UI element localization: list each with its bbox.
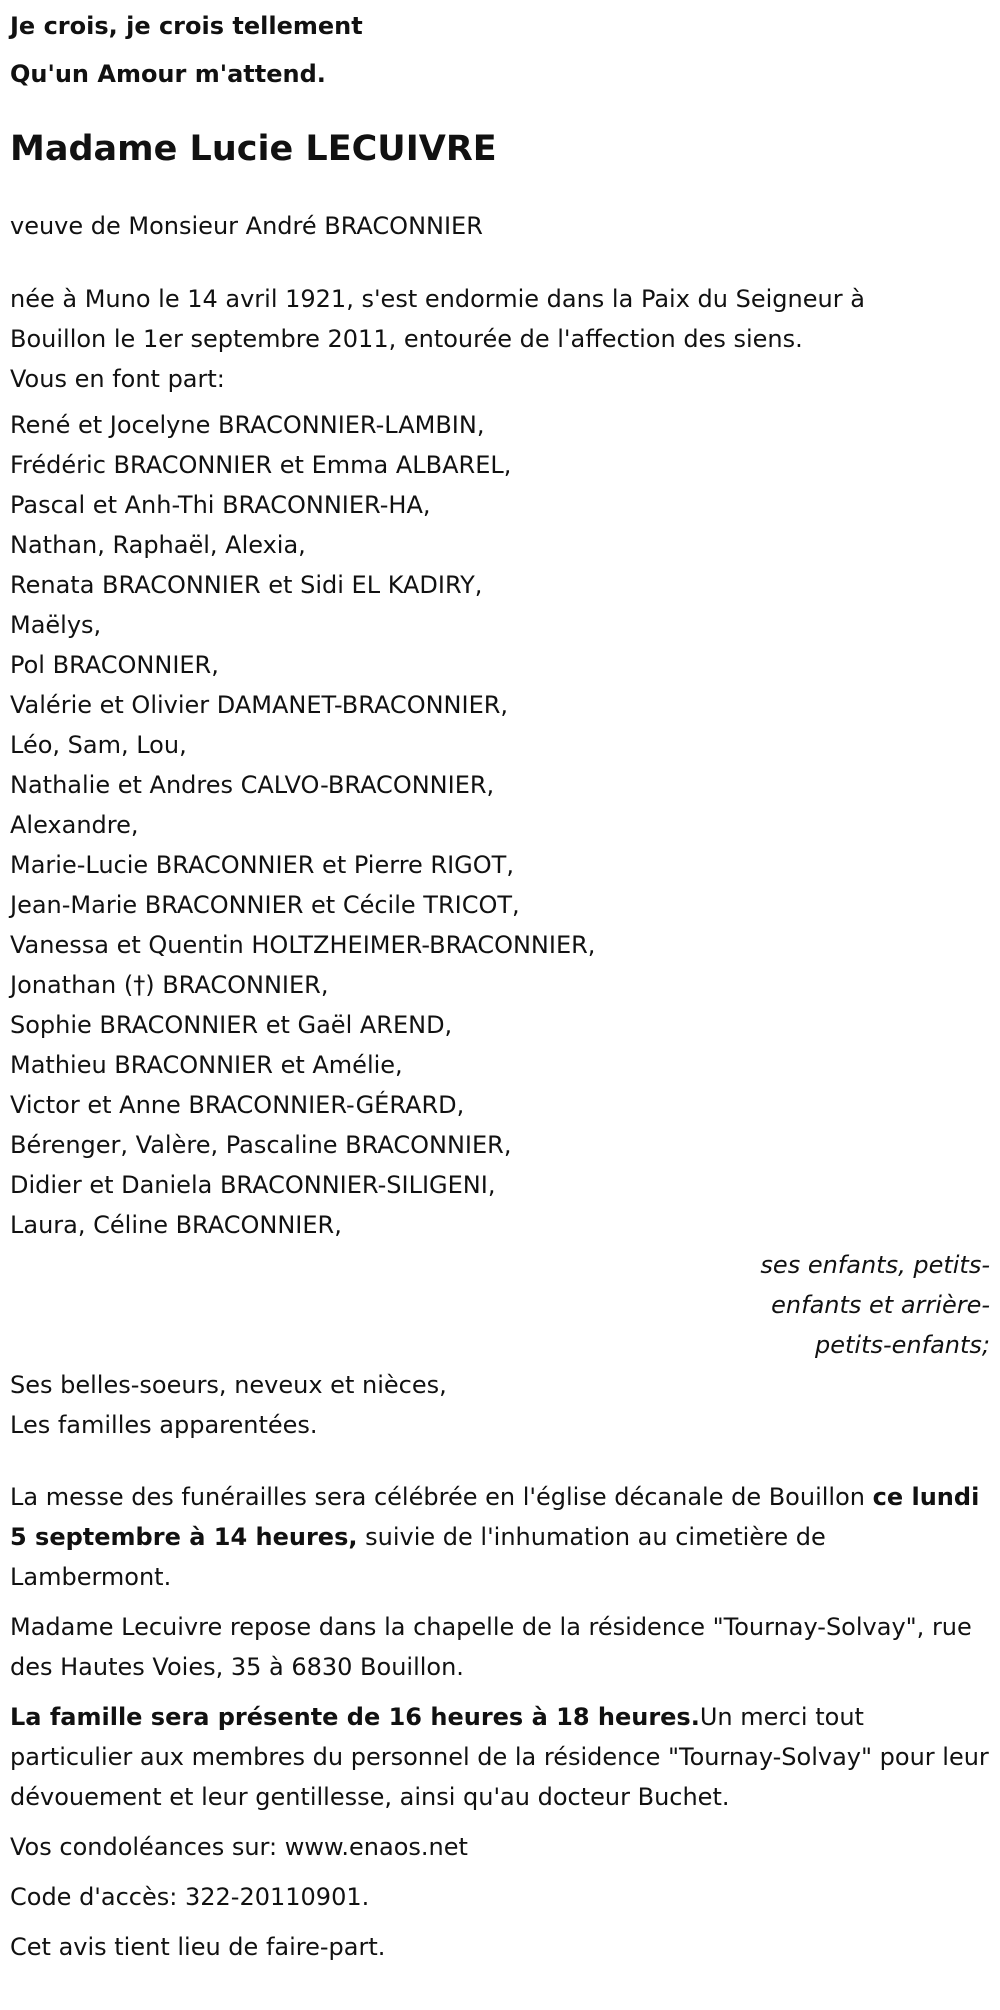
condolences-line: Vos condoléances sur: www.enaos.net	[10, 1833, 468, 1861]
family-member: Pascal et Anh-Thi BRACONNIER-HA,	[10, 491, 431, 519]
family-member: Vanessa et Quentin HOLTZHEIMER-BRACONNIER,	[10, 931, 596, 959]
family-member: Marie-Lucie BRACONNIER et Pierre RIGOT,	[10, 851, 514, 879]
verse-line-1: Je crois, je crois tellement	[10, 12, 363, 40]
others-line-2: Les familles apparentées.	[10, 1411, 318, 1439]
family-member: Sophie BRACONNIER et Gaël AREND,	[10, 1011, 453, 1039]
family-member: Mathieu BRACONNIER et Amélie,	[10, 1051, 403, 1079]
family-presence	[10, 1697, 990, 1817]
family-member: Jean-Marie BRACONNIER et Cécile TRICOT,	[10, 891, 520, 919]
family-member: Bérenger, Valère, Pascaline BRACONNIER,	[10, 1131, 512, 1159]
family-member: Maëlys,	[10, 611, 102, 639]
birth-death-line-2: Bouillon le 1er septembre 2011, entourée de l'affection des siens.	[10, 325, 803, 353]
mass-text: La messe des funérailles sera célébrée en l'église décanale de Bouillon	[10, 1483, 865, 1511]
family-member: Pol BRACONNIER,	[10, 651, 219, 679]
funeral-mass	[10, 1477, 990, 1597]
deceased-name: Madame Lucie LECUIVRE	[10, 129, 497, 169]
thanks-text: Un merci tout particulier aux membres du personnel de la résidence "Tournay-Solvay" pour leur dévouement et leur gentillesse, ainsi qu'au docteur Buchet.	[10, 1703, 989, 1811]
mass-after: suivie de l'inhumation au cimetière de Lambermont.	[10, 1523, 826, 1591]
rest-location: Madame Lecuivre repose dans la chapelle de la résidence "Tournay-Solvay", rue des Hautes Voies, 35 à 6830 Bouillon.	[10, 1613, 972, 1681]
family-member: Léo, Sam, Lou,	[10, 731, 187, 759]
obituary-notice	[0, 2, 1000, 2010]
mass-date: ce lundi 5 septembre à 14 heures,	[10, 1483, 980, 1551]
family-member: Laura, Céline BRACONNIER,	[10, 1211, 342, 1239]
family-member: Jonathan (†) BRACONNIER,	[10, 971, 329, 999]
birth-death-line-1: née à Muno le 14 avril 1921, s'est endormie dans la Paix du Seigneur à	[10, 285, 865, 313]
family-member: Didier et Daniela BRACONNIER-SILIGENI,	[10, 1171, 496, 1199]
family-member: Renata BRACONNIER et Sidi EL KADIRY,	[10, 571, 483, 599]
family-member: Frédéric BRACONNIER et Emma ALBAREL,	[10, 451, 512, 479]
family-member: Nathan, Raphaël, Alexia,	[10, 531, 306, 559]
verse-line-2: Qu'un Amour m'attend.	[10, 60, 326, 88]
family-list	[10, 405, 990, 1245]
relation-text: ses enfants, petits-enfants et arrière-petits-enfants;	[760, 1251, 990, 1359]
widow-of: veuve de Monsieur André BRACONNIER	[10, 212, 483, 240]
announcers-intro: Vous en font part:	[10, 365, 225, 393]
others-line-1: Ses belles-soeurs, neveux et nièces,	[10, 1371, 447, 1399]
family-member: Nathalie et Andres CALVO-BRACONNIER,	[10, 771, 495, 799]
family-member: Valérie et Olivier DAMANET-BRACONNIER,	[10, 691, 509, 719]
family-member: Alexandre,	[10, 811, 139, 839]
family-member: René et Jocelyne BRACONNIER-LAMBIN,	[10, 411, 485, 439]
presence-time: La famille sera présente de 16 heures à 18 heures.	[10, 1703, 700, 1731]
family-member: Victor et Anne BRACONNIER-GÉRARD,	[10, 1091, 465, 1119]
access-code: Code d'accès: 322-20110901.	[10, 1883, 370, 1911]
notice-line: Cet avis tient lieu de faire-part.	[10, 1933, 386, 1961]
birth-death-info	[10, 279, 990, 359]
